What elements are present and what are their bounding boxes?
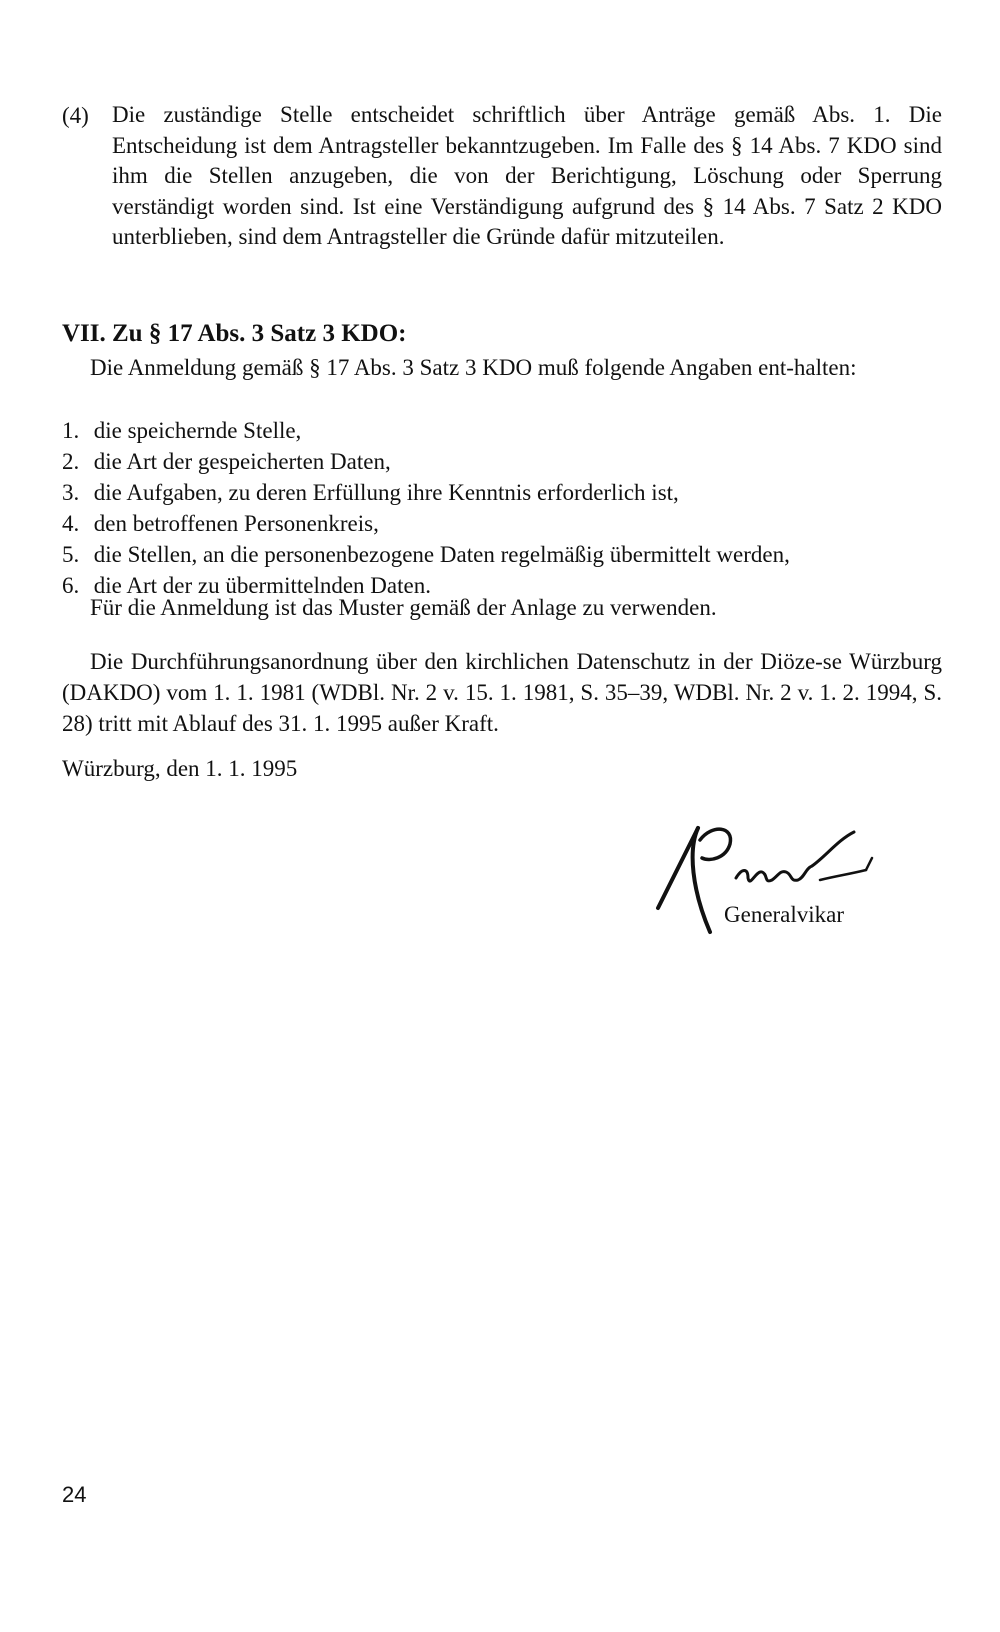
list-item-text: die Stellen, an die personenbezogene Daten regelmäßig übermittelt werden, [93, 542, 790, 567]
signer-title: Generalvikar [724, 902, 845, 927]
list-item-text: den betroffenen Personenkreis, [93, 511, 379, 536]
list-item [62, 539, 942, 570]
list-item [62, 446, 942, 477]
list-item-number: 4. [62, 511, 80, 536]
list-item-number: 1. [62, 418, 80, 443]
requirements-list [62, 415, 942, 601]
page-number: 24 [62, 1482, 87, 1507]
list-item-text: die speichernde Stelle, [93, 418, 302, 443]
list-item [62, 477, 942, 508]
list-item [62, 508, 942, 539]
list-item-text: die Aufgaben, zu deren Erfüllung ihre Kenntnis erforderlich ist, [93, 480, 679, 505]
list-item-text: die Art der gespeicherten Daten, [93, 449, 391, 474]
repeal-paragraph: Die Durchführungsanordnung über den kirchlichen Datenschutz in der Diöze-se Würzburg (DAKDO) vom 1. 1. 1981 (WDBl. Nr. 2 v. 15. 1. 1981, S. 35–39, WDBl. Nr. 2 v. 1. 2. 1994, S. 28) tritt mit Ablauf des 31. 1. 1995 außer Kraft. [62, 649, 942, 736]
section-heading: VII. Zu § 17 Abs. 3 Satz 3 KDO: [62, 320, 407, 347]
list-item-number: 2. [62, 449, 80, 474]
paragraph-4 [62, 100, 942, 253]
list-item-number: 6. [62, 573, 80, 598]
list-item [62, 415, 942, 446]
list-item-text: die Art der zu übermittelnden Daten. [93, 573, 431, 598]
paragraph-4-text: Die zuständige Stelle entscheidet schriftlich über Anträge gemäß Abs. 1. Die Entscheidung ist dem Antragsteller bekanntzugeben. Im Falle des § 14 Abs. 7 KDO sind ihm die Stellen anzugeben, die von der Berichtigung, Löschung oder Sperrung verständigt worden sind. Ist eine Verständigung aufgrund des § 14 Abs. 7 Satz 2 KDO unterblieben, sind dem Antragsteller die Gründe dafür mitzuteilen. [112, 102, 942, 249]
list-item-number: 3. [62, 480, 80, 505]
form-note: Für die Anmeldung ist das Muster gemäß der Anlage zu verwenden. [90, 595, 717, 620]
paragraph-number: (4) [62, 103, 89, 128]
list-item-number: 5. [62, 542, 80, 567]
place-date: Würzburg, den 1. 1. 1995 [62, 756, 298, 781]
section-intro: Die Anmeldung gemäß § 17 Abs. 3 Satz 3 KDO muß folgende Angaben ent-halten: [90, 355, 857, 380]
